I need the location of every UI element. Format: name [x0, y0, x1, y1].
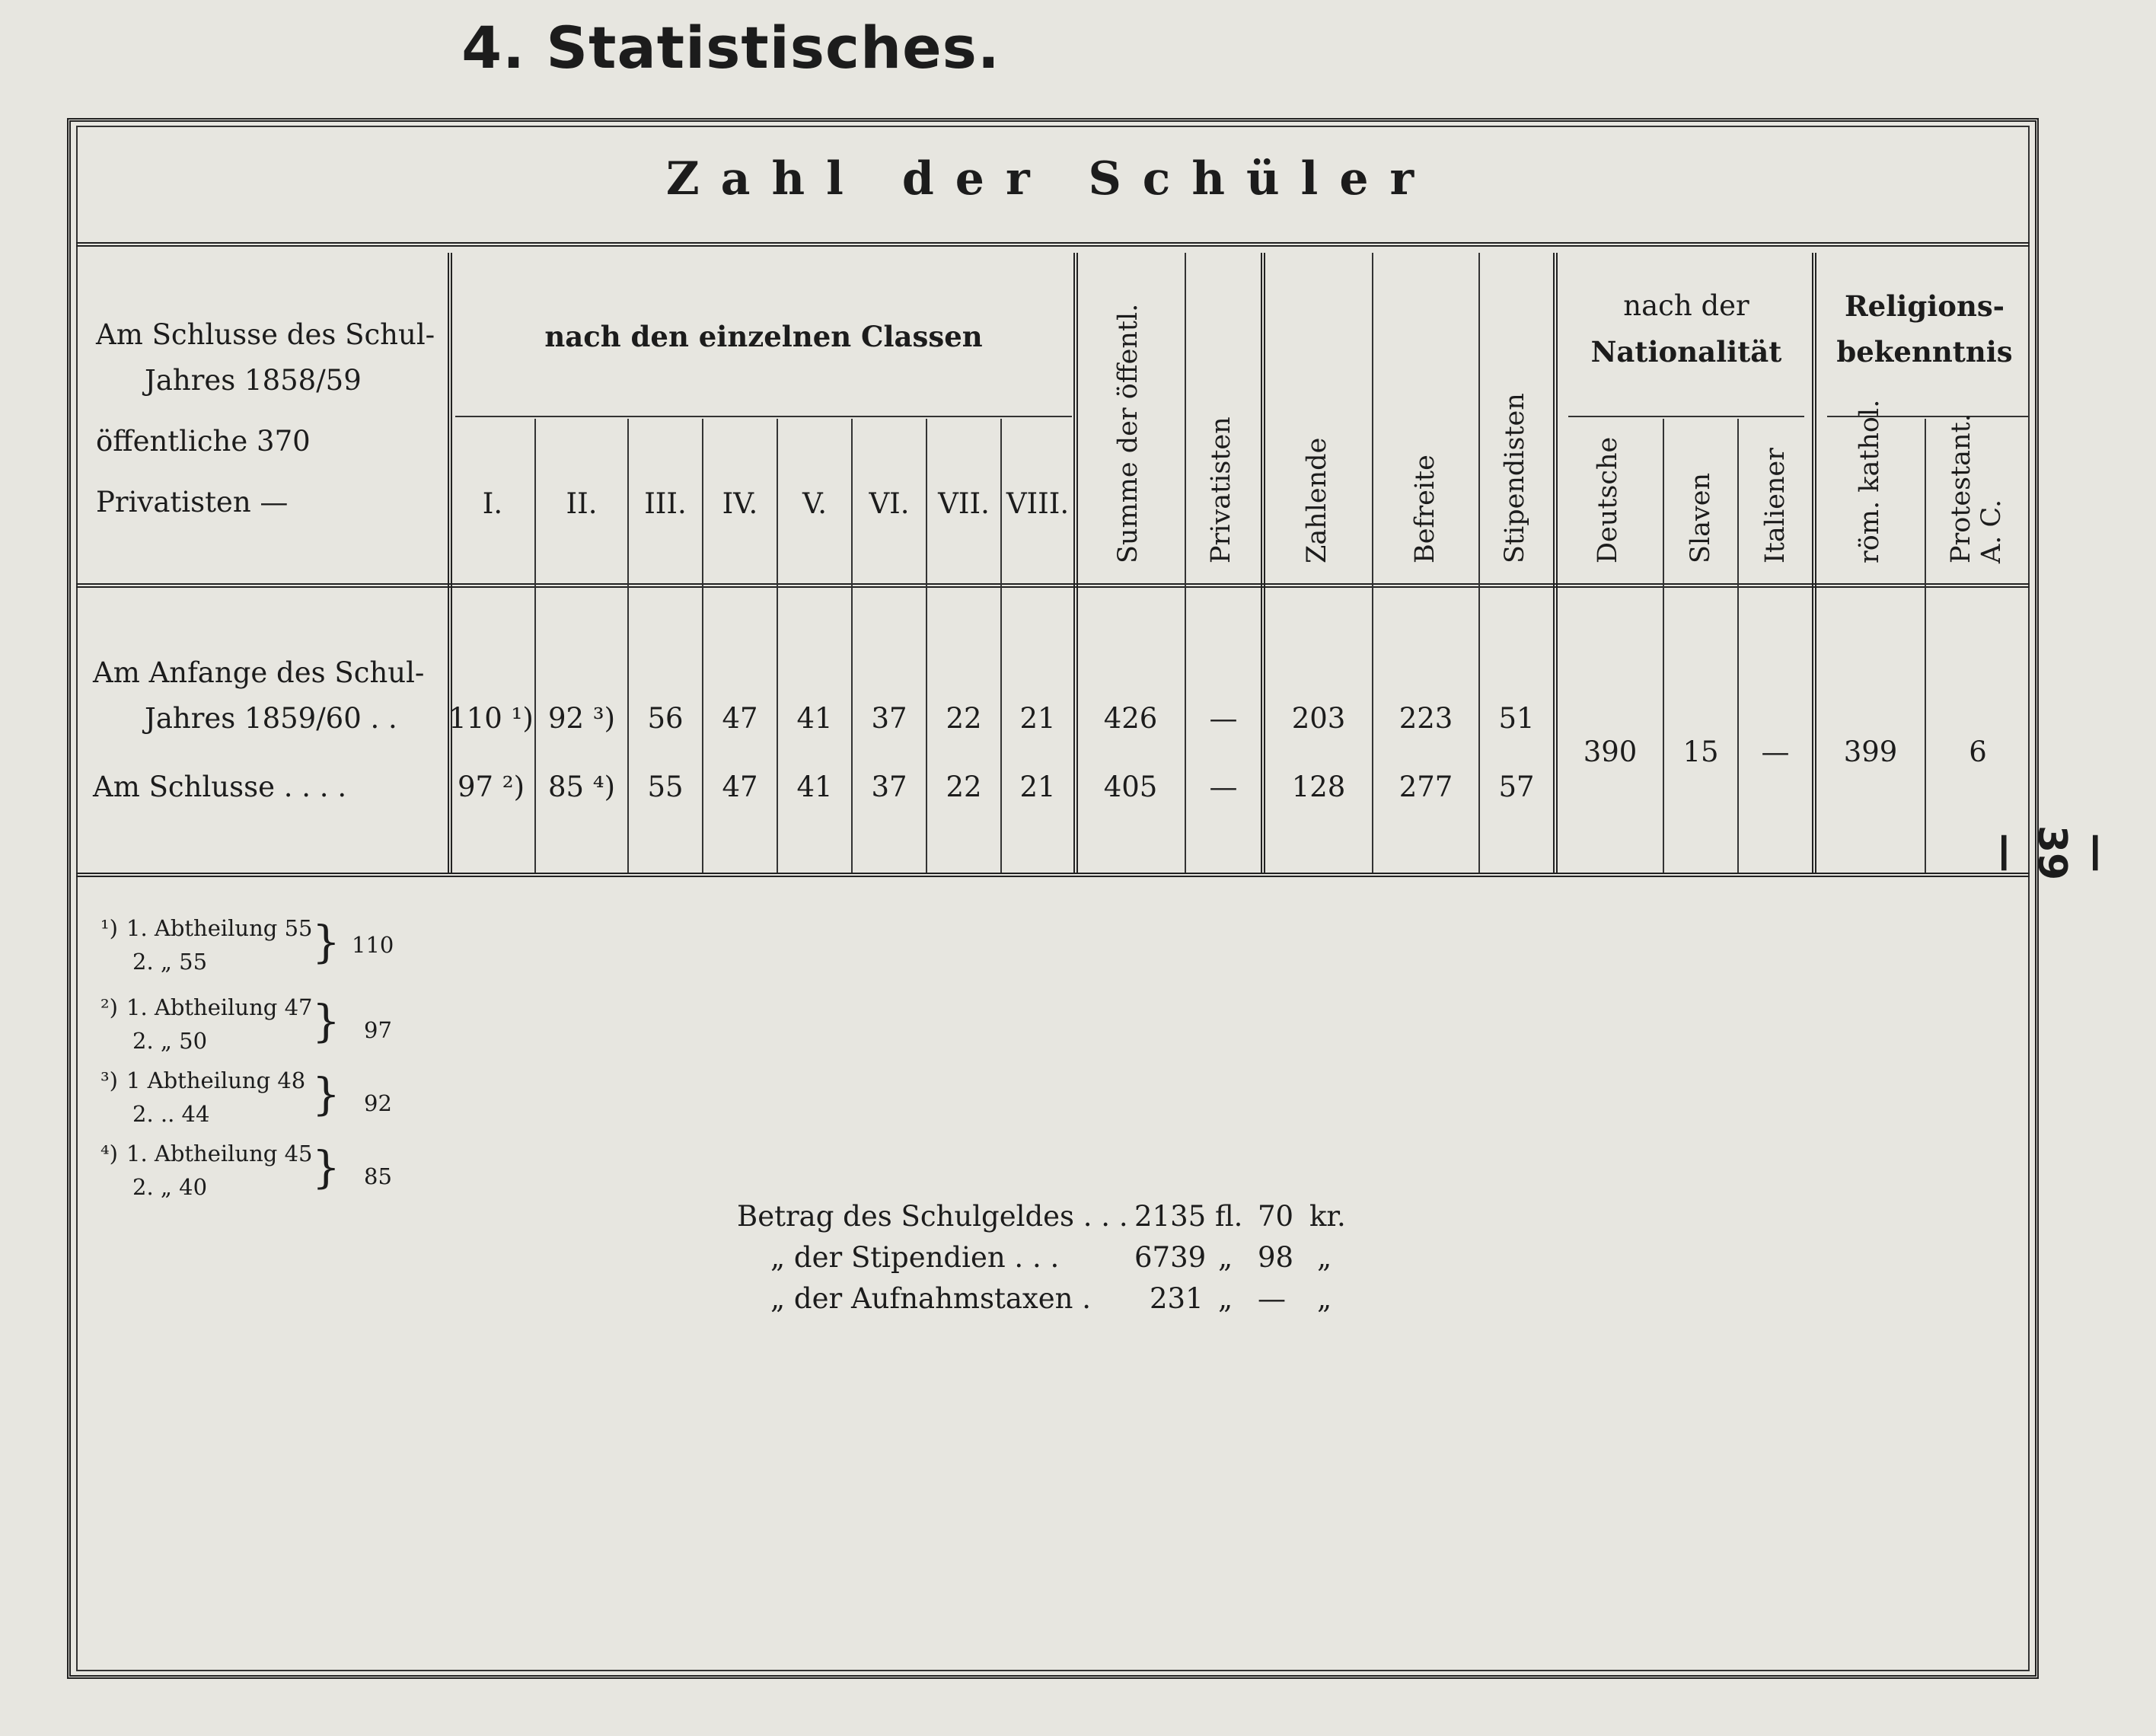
col-rule-deutsche	[1663, 419, 1664, 873]
header-protestant: Protestant. A. C.	[1946, 413, 2007, 563]
page-title: 4. Statistisches.	[461, 14, 1000, 81]
fee-suffix: kr.	[1309, 1200, 1346, 1233]
fee-cents: —	[1258, 1282, 1286, 1315]
rule-below-title	[76, 242, 2030, 247]
class-header-VIII: VIII.	[1006, 487, 1070, 520]
page-number: — 39 —	[1983, 825, 2120, 881]
footnote-line2: 2. „ 50	[132, 1028, 208, 1054]
row1-class-II: 92 ³)	[547, 702, 616, 735]
brace-icon: }	[312, 1068, 340, 1120]
row1-class-III: 56	[647, 702, 684, 735]
class-header-VII: VII.	[938, 487, 990, 520]
row1-class-VIII: 21	[1019, 702, 1056, 735]
row1-summe: 426	[1103, 702, 1158, 735]
header-left-line1: Am Schlusse des Schul-	[96, 318, 435, 351]
row1-privatisten: —	[1209, 702, 1238, 735]
footnote-total: 92	[364, 1090, 392, 1116]
footnote-line1: 1. Abtheilung 47	[126, 994, 313, 1020]
header-befreite: Befreite	[1410, 455, 1440, 563]
row2-befreite: 277	[1399, 771, 1453, 803]
header-privatisten: Privatisten	[1206, 416, 1236, 563]
row1-befreite: 223	[1399, 702, 1453, 735]
header-left-line4: Privatisten —	[96, 486, 289, 519]
footnote-4	[100, 1141, 420, 1217]
religion-group-line2: bekenntnis	[1836, 335, 2013, 369]
col-rule-nationality-end	[1812, 253, 1816, 873]
footnote-line1: 1 Abtheilung 48	[126, 1067, 306, 1093]
row1-label-line1: Am Anfange des Schul-	[93, 656, 425, 689]
nationality-group-line1: nach der	[1623, 289, 1749, 322]
col-rule-slaven	[1737, 419, 1739, 873]
merged-italiener: —	[1761, 736, 1790, 768]
table-title: Zahl der Schüler	[665, 152, 1436, 206]
row2-stipendisten: 57	[1498, 771, 1535, 803]
fee-label: „ der Aufnahmstaxen .	[770, 1282, 1092, 1315]
fee-amount: 2135	[1134, 1200, 1207, 1233]
fee-amount: 231	[1150, 1282, 1204, 1315]
row2-class-V: 41	[796, 771, 833, 803]
row2-summe: 405	[1103, 771, 1158, 803]
header-kathol: röm. kathol.	[1855, 399, 1885, 563]
row1-stipendisten: 51	[1498, 702, 1535, 735]
classes-group-header: nach den einzelnen Classen	[544, 320, 983, 353]
row2-class-I: 97 ²)	[457, 771, 525, 803]
footnote-line2: 2. „ 40	[132, 1174, 208, 1200]
brace-icon: }	[312, 916, 340, 968]
fee-unit: fl.	[1215, 1200, 1243, 1233]
row1-zahlende: 203	[1291, 702, 1346, 735]
class-header-VI: VI.	[869, 487, 910, 520]
fee-row	[731, 1282, 1355, 1320]
header-italiener: Italiener	[1760, 448, 1791, 563]
row2-zahlende: 128	[1291, 771, 1346, 803]
fee-amount: 6739	[1134, 1241, 1207, 1274]
rule-classes-group	[455, 416, 1072, 417]
footnote-line1: 1. Abtheilung 55	[126, 915, 313, 941]
row1-class-I: 110 ¹)	[448, 702, 534, 735]
footnote-mark: ⁴)	[100, 1141, 118, 1166]
row2-privatisten: —	[1209, 771, 1238, 803]
row1-class-IV: 47	[722, 702, 758, 735]
merged-protestant: 6	[1969, 736, 1987, 768]
class-header-I: I.	[482, 487, 503, 520]
religion-group-line1: Religions-	[1844, 289, 2005, 323]
merged-slaven: 15	[1682, 736, 1719, 768]
header-left-line2: Jahres 1858/59	[145, 364, 362, 397]
header-zahlende: Zahlende	[1302, 437, 1332, 563]
class-header-V: V.	[802, 487, 827, 520]
footnote-1	[100, 915, 420, 991]
footnote-total: 85	[364, 1163, 392, 1189]
fee-suffix: „	[1317, 1241, 1332, 1274]
col-rule-stipendisten	[1553, 253, 1558, 873]
footnote-mark: ¹)	[100, 915, 118, 941]
rule-below-data	[76, 873, 2030, 877]
fee-unit: „	[1218, 1241, 1233, 1274]
brace-icon: }	[312, 1141, 340, 1193]
class-header-IV: IV.	[722, 487, 758, 520]
rule-nationality-group	[1568, 416, 1804, 417]
row2-label: Am Schlusse . . . .	[93, 771, 347, 803]
footnote-total: 110	[352, 932, 394, 958]
header-left-line3: öffentliche 370	[96, 425, 311, 458]
class-header-III: III.	[644, 487, 687, 520]
fee-cents: 70	[1258, 1200, 1294, 1233]
fee-label: „ der Stipendien . . .	[770, 1241, 1060, 1274]
fee-row	[731, 1200, 1355, 1238]
fee-suffix: „	[1317, 1282, 1332, 1315]
footnote-3	[100, 1067, 420, 1144]
header-slaven: Slaven	[1686, 472, 1716, 563]
fees-block	[731, 1200, 1355, 1337]
footnote-2	[100, 994, 420, 1071]
fee-row	[731, 1241, 1355, 1279]
header-stipendisten: Stipendisten	[1500, 393, 1530, 563]
header-summe: Summe der öffentl.	[1113, 303, 1143, 563]
footnote-total: 97	[364, 1017, 392, 1043]
row2-class-II: 85 ⁴)	[547, 771, 616, 803]
row1-class-VI: 37	[871, 702, 907, 735]
fee-label: Betrag des Schulgeldes . . .	[737, 1200, 1128, 1233]
row2-class-III: 55	[647, 771, 684, 803]
row1-class-VII: 22	[946, 702, 982, 735]
footnote-line1: 1. Abtheilung 45	[126, 1141, 313, 1166]
footnote-mark: ³)	[100, 1067, 118, 1093]
header-deutsche: Deutsche	[1593, 436, 1623, 563]
class-header-II: II.	[566, 487, 598, 520]
row2-class-IV: 47	[722, 771, 758, 803]
row2-class-VIII: 21	[1019, 771, 1056, 803]
footnote-mark: ²)	[100, 994, 118, 1020]
fee-cents: 98	[1258, 1241, 1294, 1274]
row2-class-VII: 22	[946, 771, 982, 803]
row1-label-line2: Jahres 1859/60 . .	[145, 702, 397, 735]
footnote-line2: 2. .. 44	[132, 1101, 210, 1127]
col-rule-kathol	[1925, 419, 1926, 873]
merged-deutsche: 390	[1583, 736, 1638, 768]
row2-class-VI: 37	[871, 771, 907, 803]
brace-icon: }	[312, 995, 340, 1047]
footnote-line2: 2. „ 55	[132, 949, 208, 975]
nationality-group-line2: Nationalität	[1590, 335, 1782, 369]
merged-kathol: 399	[1843, 736, 1898, 768]
fee-unit: „	[1218, 1282, 1233, 1315]
row1-class-V: 41	[796, 702, 833, 735]
